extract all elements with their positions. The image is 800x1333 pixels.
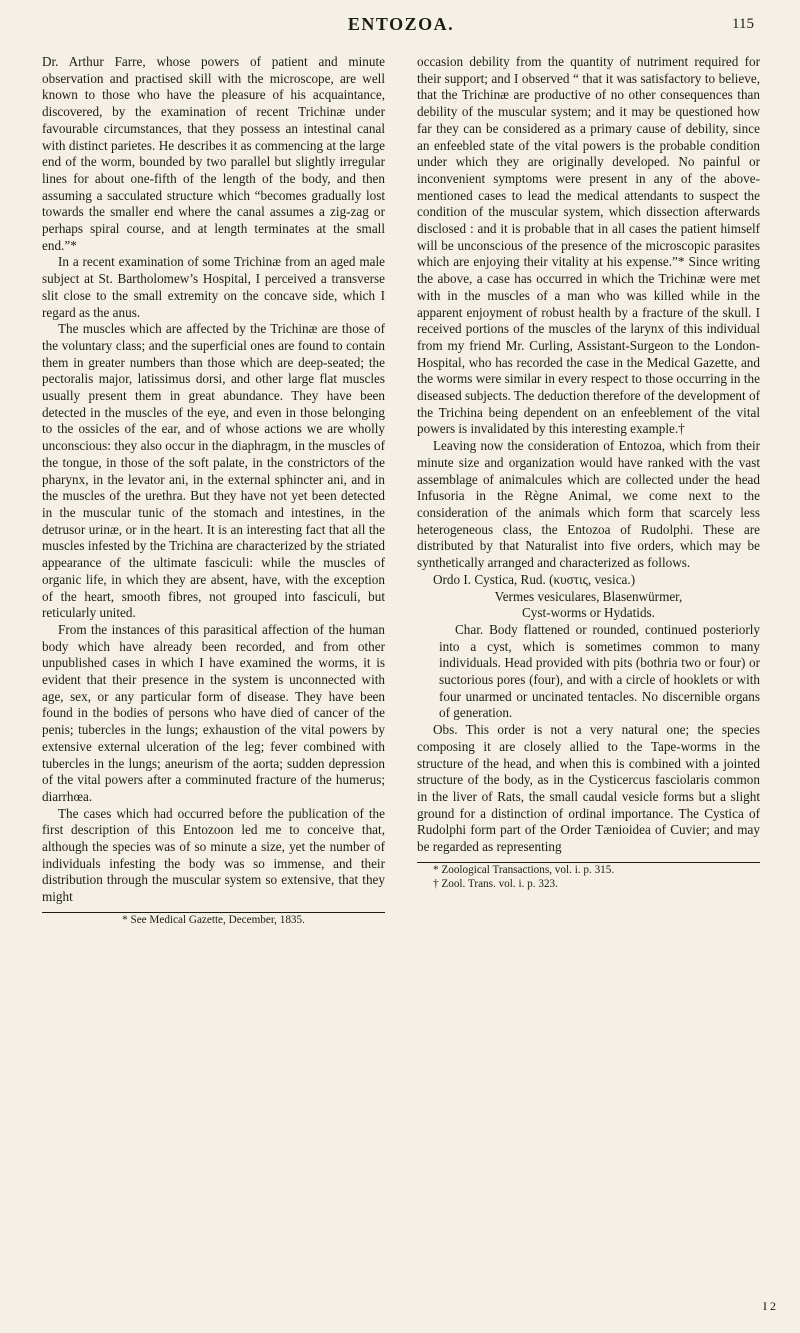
signature-mark: I 2	[763, 1299, 776, 1313]
paragraph: Leaving now the consideration of Entozoa, which from their minute size and organization would have ranked with the vast assemblage of animalcules which are collected under the head Infusoria in the Règne Animal, we come next to the consideration of the animals which form that scarcely less heterogeneous class, the Entozoa of Rudolphi. These are distributed by that Naturalist into five orders, which may be synthetically arranged and characterized as follows.	[417, 438, 760, 571]
order-observation: Obs. This order is not a very natural one; the species composing it are closely allied to the Tape-worms in the structure of the head, and when this is combined with a jointed structure of the body, as in the Cysticercus fasciolaris common in the liver of Rats, the small caudal vesicle forms but a slight ground for a distinction of ordinal importance. The Cystica of Rudolphi form part of the Order Tænioidea of Cuvier; and may be regarded as representing	[417, 722, 760, 855]
paragraph: occasion debility from the quantity of nutriment required for their support; and I observed “ that it was satisfactory to believe, that the Trichinæ are productive of no other consequences than debility of the muscular system; and it may be questioned how far they can be considered as a primary cause of debility, since an enfeebled state of the vital powers is the probable condition under which they are originally developed. No painful or inconvenient symptoms were present in any of the above-mentioned cases to lead the medical attendants to suspect the condition of the muscular system, which dissection afterwards disclosed : and it is probable that in all cases the patient himself will be unconscious of the presence of the microscopic parasites which are enjoying their vitality at his expense.”* Since writing the above, a case has occurred in which the Trichinæ were met with in the muscles of a man who was killed while in the apparent enjoyment of robust health by a fracture of the skull. I received portions of the muscles of the larynx of this individual from my friend Mr. Curling, Assistant-Surgeon to the London-Hospital, who has recorded the case in the Medical Gazette, and the worms were similar in every respect to those occurring in the diseased subjects. The deduction therefore of the development of the Trichina being dependent on an enfeeblement of the vital powers is invalidated by this interesting example.†	[417, 54, 760, 437]
paragraph: The cases which had occurred before the publication of the first description of this Entozoon led me to conceive that, although the species was of so minute a size, yet the number of individuals infesting the body was so immense, and their distribution through the muscular system so extensive, that they might	[42, 805, 385, 905]
order-heading: Ordo I. Cystica, Rud. (κυστις, vesica.)	[433, 571, 636, 587]
right-column	[417, 54, 760, 927]
order-character: Char. Body flattened or rounded, continued posteriorly into a cyst, which is sometimes common to many individuals. Head provided with pits (bothria two or four) or suctorious pores (four), and with a circle of hooklets or with four unarmed or uncinated tentacles. No discernible organs of generation.	[439, 621, 760, 721]
order-common-name: Cyst-worms or Hydatids.	[522, 605, 655, 621]
paragraph: From the instances of this parasitical affection of the human body which have already been recorded, and from other unpublished cases in which I have examined the worms, it is evident that their presence in the system is unconnected with age, sex, or any particular form of disease. They have been found in the bodies of persons who have died of cancer of the penis; tubercles in the lungs; exhaustion of the vital powers by extensive external ulceration of the leg; fever combined with tubercles in the lungs; aneurism of the aorta; sudden depression of the vital powers after a comminuted fracture of the humerus; diarrhœa.	[42, 621, 385, 804]
page-header	[42, 14, 760, 38]
footnote: † Zool. Trans. vol. i. p. 323.	[433, 877, 558, 890]
text-columns	[42, 54, 760, 927]
running-title: ENTOZOA.	[347, 14, 455, 34]
paragraph: Dr. Arthur Farre, whose powers of patient and minute observation and practised skill with the microscope, are well known to those who have the pleasure of his acquaintance, discovered, by the examination of recent Trichinæ under favourable circumstances, that they possess an intestinal canal with distinct parietes. He describes it as commencing at the large end of the worm, bounded by two parallel but slightly irregular lines for about one-fifth of the length of the body, and then assuming a sacculated structure which “becomes gradually lost towards the smaller end where the canal assumes a zig-zag or perhaps spiral course, and at length terminates at the small end.”*	[42, 54, 385, 253]
footnote: * See Medical Gazette, December, 1835.	[122, 913, 305, 926]
footnote: * Zoological Transactions, vol. i. p. 315.	[433, 863, 615, 876]
paragraph: In a recent examination of some Trichinæ from an aged male subject at St. Bartholomew’s Hospital, I perceived a transverse slit close to the small extremity on the concave side, which I regard as the anus.	[42, 254, 385, 320]
order-synonym: Vermes vesiculares, Blasenwürmer,	[494, 588, 683, 604]
page-number: 115	[732, 16, 754, 32]
left-column	[42, 54, 385, 927]
paragraph: The muscles which are affected by the Trichinæ are those of the voluntary class; and the superficial ones are found to contain them in greater numbers than those which are deep-seated; the pectoralis major, latissimus dorsi, and other large flat muscles usually present them in great abundance. They have been detected in the muscles of the eye, and even in those belonging to the ossicles of the ear, and of whose actions we are wholly unconscious: they also occur in the diaphragm, in the muscles of the tongue, in those of the soft palate, in the constrictors of the pharynx, in the levator ani, in the external sphincter ani, and in the muscles of the urethra. But they have not yet been detected in the muscular tunic of the stomach and intestines, in the detrusor urinæ, or in the heart. It is an interesting fact that all the muscles infested by the Trichina are characterized by the striated appearance of the ultimate fasciculi: while the muscles of organic life, in which they are absent, have, with the exception of the heart, smooth fibres, not grouped into fasciculi, but reticularly united.	[42, 321, 385, 621]
